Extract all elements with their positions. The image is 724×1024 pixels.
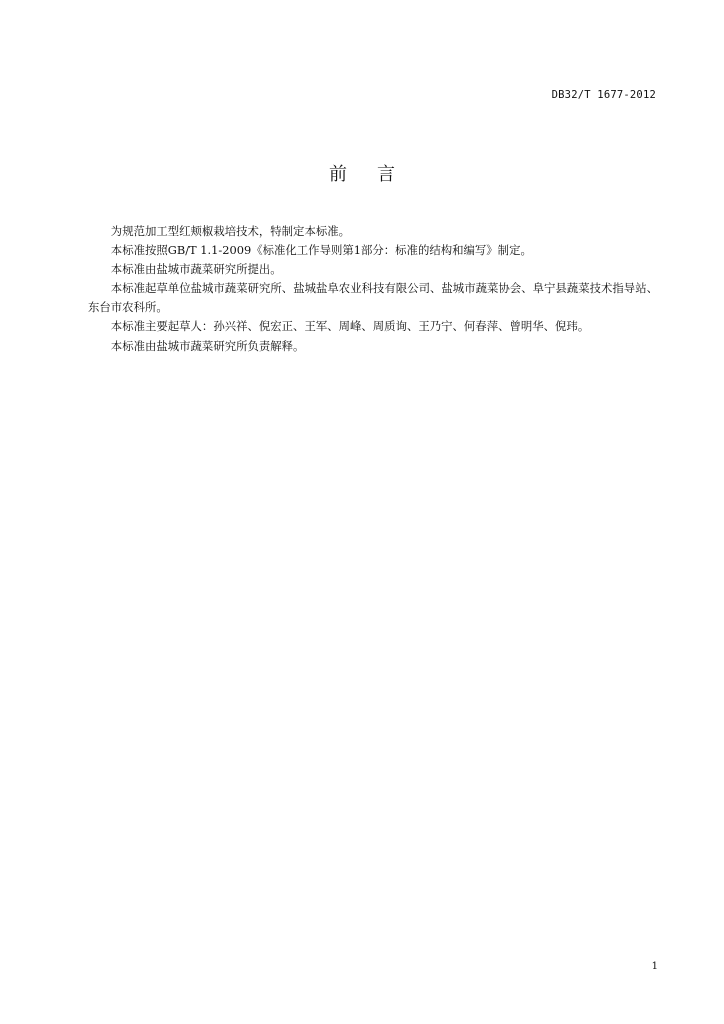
paragraph: 为规范加工型红颊椒栽培技术，特制定本标准。	[110, 224, 351, 238]
paragraph: 本标准主要起草人：孙兴祥、倪宏正、王军、周峰、周质询、王乃宁、何春萍、曾明华、倪玮。	[110, 319, 590, 334]
paragraph: 本标准起草单位盐城市蔬菜研究所、盐城盐阜农业科技有限公司、盐城市蔬菜协会、阜宁县蔬菜技术指导站、东台市农科所。	[88, 281, 658, 315]
paragraph: 本标准由盐城市蔬菜研究所提出。	[110, 262, 282, 277]
paragraph: 本标准由盐城市蔬菜研究所负责解释。	[110, 338, 305, 353]
document-code: DB32/T 1677-2012	[551, 89, 656, 101]
page-number: 1	[651, 961, 658, 972]
document-body	[88, 222, 658, 356]
page-title: 前言	[329, 164, 425, 185]
paragraph: 本标准按照GB/T 1.1-2009《标准化工作导则第1部分：标准的结构和编写》制定。	[110, 243, 532, 258]
